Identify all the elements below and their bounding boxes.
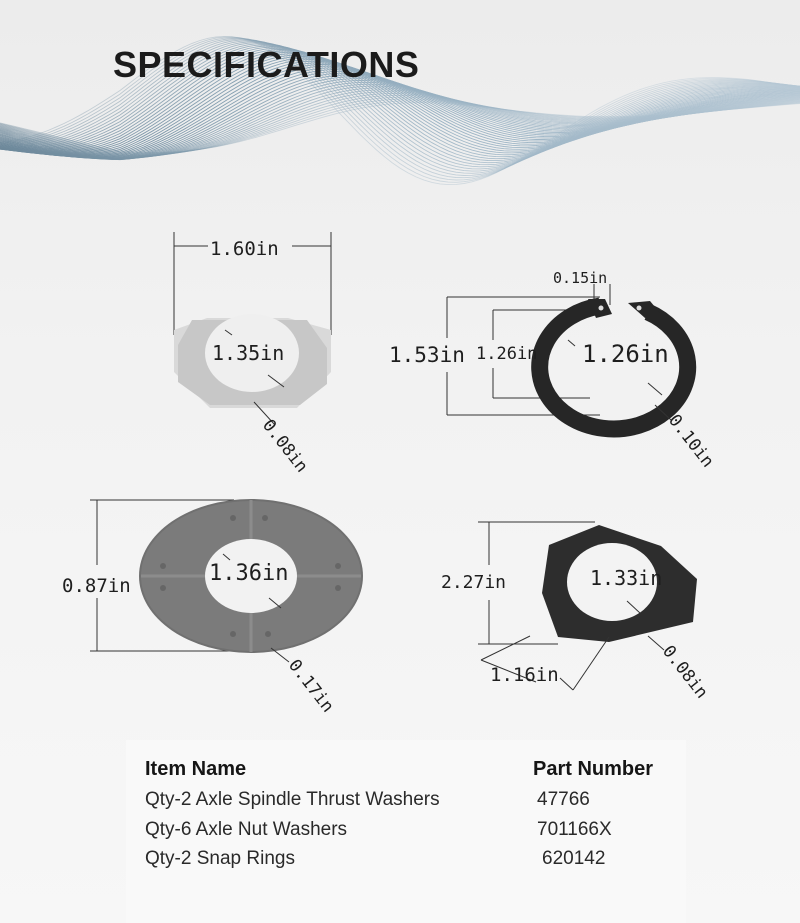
thrust-inner-dim-label: 1.35in bbox=[212, 341, 285, 365]
table-cell-part: 701166X bbox=[537, 819, 612, 840]
thrust-thickness-dim-label: 0.08in bbox=[258, 415, 312, 477]
parts-table bbox=[126, 740, 686, 923]
table-header-item-name: Item Name bbox=[145, 758, 247, 780]
nut-washer-side-dim-label: 1.16in bbox=[490, 664, 559, 686]
grooved-outer-dim-label: 0.87in bbox=[62, 575, 131, 597]
grooved-thickness-dim-label: 0.17in bbox=[284, 655, 338, 717]
table-header-part-number: Part Number bbox=[533, 758, 654, 780]
snap-ring-outer-dim-label: 1.53in bbox=[389, 343, 465, 367]
grooved-inner-dim-label: 1.36in bbox=[209, 561, 289, 586]
snap-ring-thickness-dim-label: 0.10in bbox=[664, 410, 718, 472]
table-cell-part: 620142 bbox=[542, 848, 606, 869]
thrust-washer-diagram bbox=[174, 232, 331, 476]
table-cell-item: Qty-6 Axle Nut Washers bbox=[145, 819, 348, 840]
snap-ring-side-dim-label: 1.26in bbox=[476, 344, 538, 364]
snap-ring-inner-dim-label: 1.26in bbox=[582, 340, 669, 368]
nut-washer-diagram bbox=[441, 522, 712, 702]
table-cell-part: 47766 bbox=[537, 789, 590, 810]
table-cell-item: Qty-2 Snap Rings bbox=[145, 848, 295, 869]
nut-washer-thickness-dim-label: 0.08in bbox=[658, 641, 712, 703]
snap-ring-gap-dim-label: 0.15in bbox=[553, 269, 608, 287]
nut-washer-inner-dim-label: 1.33in bbox=[590, 566, 663, 590]
thrust-outer-dim-label: 1.60in bbox=[210, 238, 279, 260]
page-title: SPECIFICATIONS bbox=[113, 44, 420, 85]
snap-ring-diagram bbox=[389, 269, 718, 471]
grooved-washer-diagram bbox=[62, 499, 363, 716]
nut-washer-height-dim-label: 2.27in bbox=[441, 572, 507, 593]
table-cell-item: Qty-2 Axle Spindle Thrust Washers bbox=[145, 789, 440, 810]
